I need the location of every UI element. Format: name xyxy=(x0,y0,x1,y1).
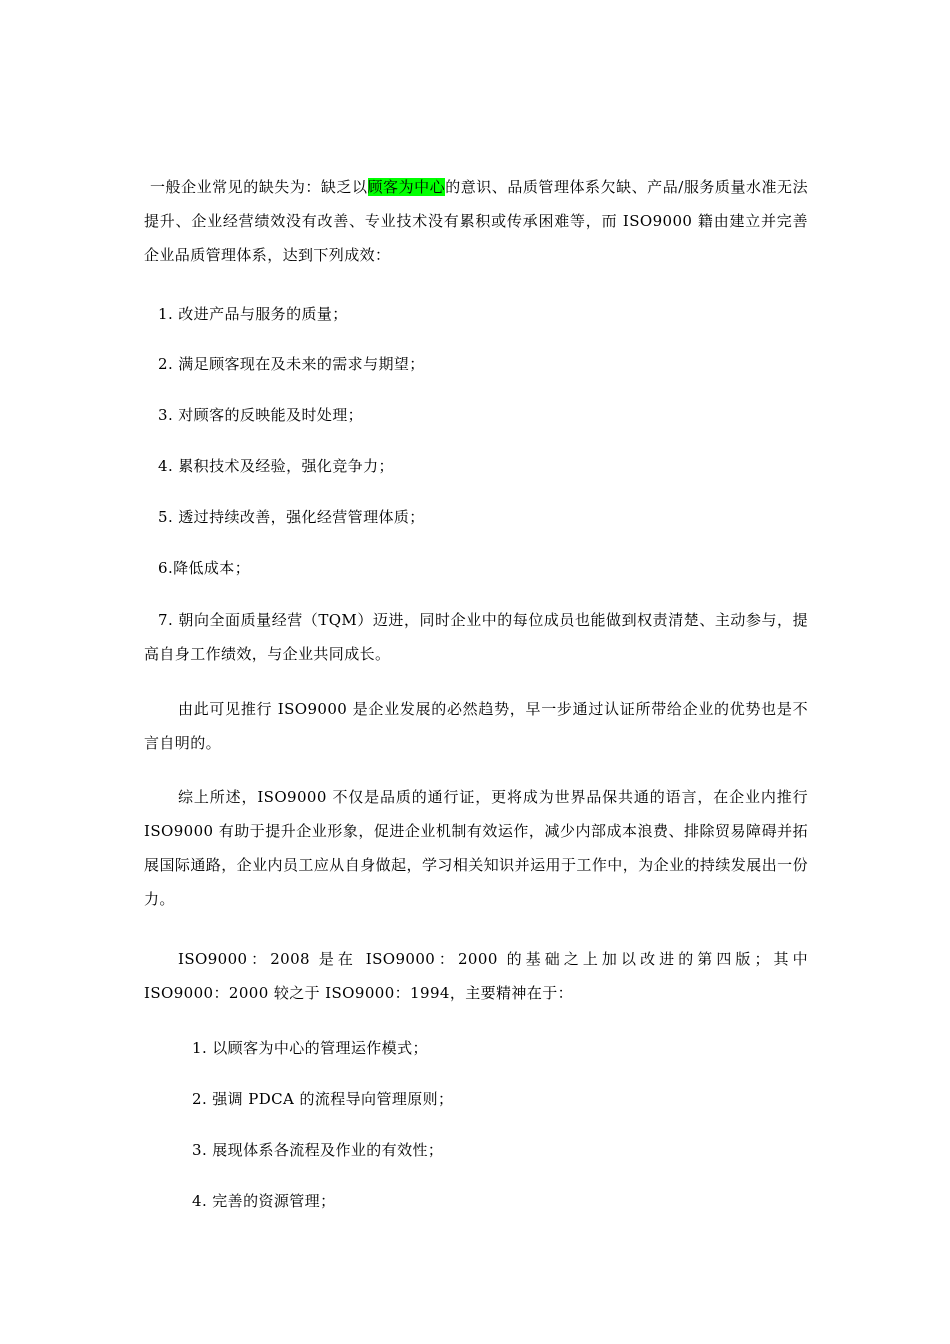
intro-text-before: 一般企业常见的缺失为：缺乏以 xyxy=(150,178,368,196)
highlighted-phrase: 顾客为中心 xyxy=(367,178,446,196)
version-paragraph: ISO9000：2008 是在 ISO9000：2000 的基础之上加以改进的第四版；其中 ISO9000：2000 较之于 ISO9000：1994，主要精神在于： xyxy=(144,950,808,1002)
benefit-item-7: 7. 朝向全面质量经营（TQM）迈进，同时企业中的每位成员也能做到权责清楚、主动参与，提高自身工作绩效，与企业共同成长。 xyxy=(144,611,808,663)
benefit-item-2: 2. 满足顾客现在及未来的需求与期望； xyxy=(158,355,425,373)
benefit-item-6: 6.降低成本； xyxy=(158,559,251,577)
benefit-item-3: 3. 对顾客的反映能及时处理； xyxy=(158,406,364,424)
benefit-item-4: 4. 累积技术及经验，强化竞争力； xyxy=(158,457,394,475)
principle-item-4: 4. 完善的资源管理； xyxy=(192,1192,336,1210)
benefit-item-5: 5. 透过持续改善，强化经营管理体质； xyxy=(158,508,425,526)
principle-item-3: 3. 展现体系各流程及作业的有效性； xyxy=(192,1141,444,1159)
trend-paragraph: 由此可见推行 ISO9000 是企业发展的必然趋势，早一步通过认证所带给企业的优势也是不言自明的。 xyxy=(144,700,808,752)
principle-item-2: 2. 强调 PDCA 的流程导向管理原则； xyxy=(192,1090,454,1108)
principle-item-1: 1. 以顾客为中心的管理运作模式； xyxy=(192,1039,428,1057)
benefit-item-1: 1. 改进产品与服务的质量； xyxy=(158,305,348,323)
summary-paragraph: 综上所述，ISO9000 不仅是品质的通行证，更将成为世界品保共通的语言，在企业内推行 ISO9000 有助于提升企业形象，促进企业机制有效运作，减少内部成本浪费、排除贸易障碍并拓展国际通路，企业内员工应从自身做起，学习相关知识并运用于工作中，为企业的持续发展出一份力。 xyxy=(144,788,808,908)
intro-paragraph xyxy=(144,170,808,272)
intro-text-after: 的意识、品质管理体系欠缺、产品/服务质量水准无法提升、企业经营绩效没有改善、专业技术没有累积或传承困难等，而 ISO9000 籍由建立并完善企业品质管理体系，达到下列成效： xyxy=(144,178,808,264)
